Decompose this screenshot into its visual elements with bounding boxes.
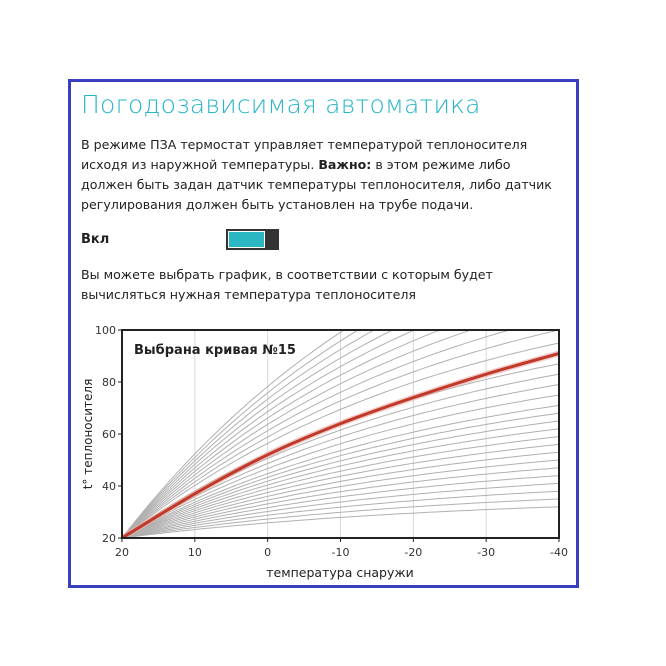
y-tick-label: 100 [95, 324, 116, 337]
x-tick-label: -10 [331, 546, 350, 559]
x-axis-label: температура снаружи [266, 565, 414, 580]
y-axis-ticks [95, 324, 122, 545]
description-text-1: В режиме ПЗА термостат управляет температурой теплоносителя исходя из наружной температуры. [81, 137, 528, 172]
description-important: Важно: [318, 157, 372, 172]
y-tick-label: 80 [102, 376, 116, 389]
panel-title: Погодозависимая автоматика [81, 90, 481, 119]
curve-hint: Вы можете выбрать график, в соответствии с которым будет вычисляться нужная температура теплоносителя [81, 267, 493, 302]
x-tick-label: -20 [404, 546, 423, 559]
description-text-2: в этом режиме либо должен быть задан датчик температуры теплоносителя, либо датчик регулирования должен быть установлен на трубе подачи. [81, 157, 552, 212]
y-axis-label: t° теплоносителя [81, 378, 95, 490]
toggle-label: Вкл [81, 232, 110, 247]
y-tick-label: 60 [102, 428, 116, 441]
selected-curve-annotation: Выбрана кривая №15 [134, 343, 296, 358]
x-tick-label: 10 [187, 546, 202, 559]
x-tick-label: -30 [477, 546, 496, 559]
x-axis-ticks [115, 538, 568, 559]
x-tick-label: 0 [264, 546, 272, 559]
y-tick-label: 40 [102, 480, 116, 493]
x-tick-label: -40 [550, 546, 568, 559]
heating-curve-chart[interactable] [71, 82, 576, 585]
x-tick-label: 20 [115, 546, 129, 559]
y-tick-label: 20 [102, 532, 116, 545]
pza-settings-panel [68, 79, 579, 588]
